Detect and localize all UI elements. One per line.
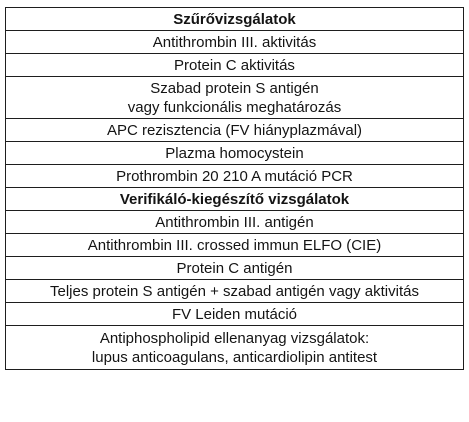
table-cell: [6, 77, 464, 119]
table-row: [6, 165, 464, 188]
cell-line: Szabad protein S antigén: [150, 79, 319, 97]
table-row: [6, 303, 464, 326]
screening-header: Szűrővizsgálatok: [6, 8, 464, 31]
table-cell: Teljes protein S antigén + szabad antigén vagy aktivitás: [6, 280, 464, 303]
table-row: [6, 326, 464, 370]
table-cell: Antithrombin III. crossed immun ELFO (CIE): [6, 234, 464, 257]
table-cell: APC rezisztencia (FV hiányplazmával): [6, 119, 464, 142]
verification-header: Verifikáló-kiegészítő vizsgálatok: [6, 188, 464, 211]
table-cell: Protein C aktivitás: [6, 54, 464, 77]
table-row: [6, 142, 464, 165]
table-cell: [6, 326, 464, 370]
table-cell: Antithrombin III. aktivitás: [6, 31, 464, 54]
section-header-row: [6, 8, 464, 31]
table-row: [6, 31, 464, 54]
test-table: [5, 7, 464, 370]
section-header-row: [6, 188, 464, 211]
table-row: [6, 119, 464, 142]
table-row: [6, 54, 464, 77]
table-cell: FV Leiden mutáció: [6, 303, 464, 326]
table-cell: Plazma homocystein: [6, 142, 464, 165]
table-row: [6, 77, 464, 119]
cell-line: vagy funkcionális meghatározás: [127, 98, 342, 116]
table-cell: Prothrombin 20 210 A mutáció PCR: [6, 165, 464, 188]
table-row: [6, 211, 464, 234]
table-cell: Protein C antigén: [6, 257, 464, 280]
cell-line: Antiphospholipid ellenanyag vizsgálatok:: [99, 329, 370, 347]
table-cell: Antithrombin III. antigén: [6, 211, 464, 234]
table-row: [6, 234, 464, 257]
table-row: [6, 257, 464, 280]
table-row: [6, 280, 464, 303]
cell-line: lupus anticoagulans, anticardiolipin antitest: [91, 348, 378, 366]
